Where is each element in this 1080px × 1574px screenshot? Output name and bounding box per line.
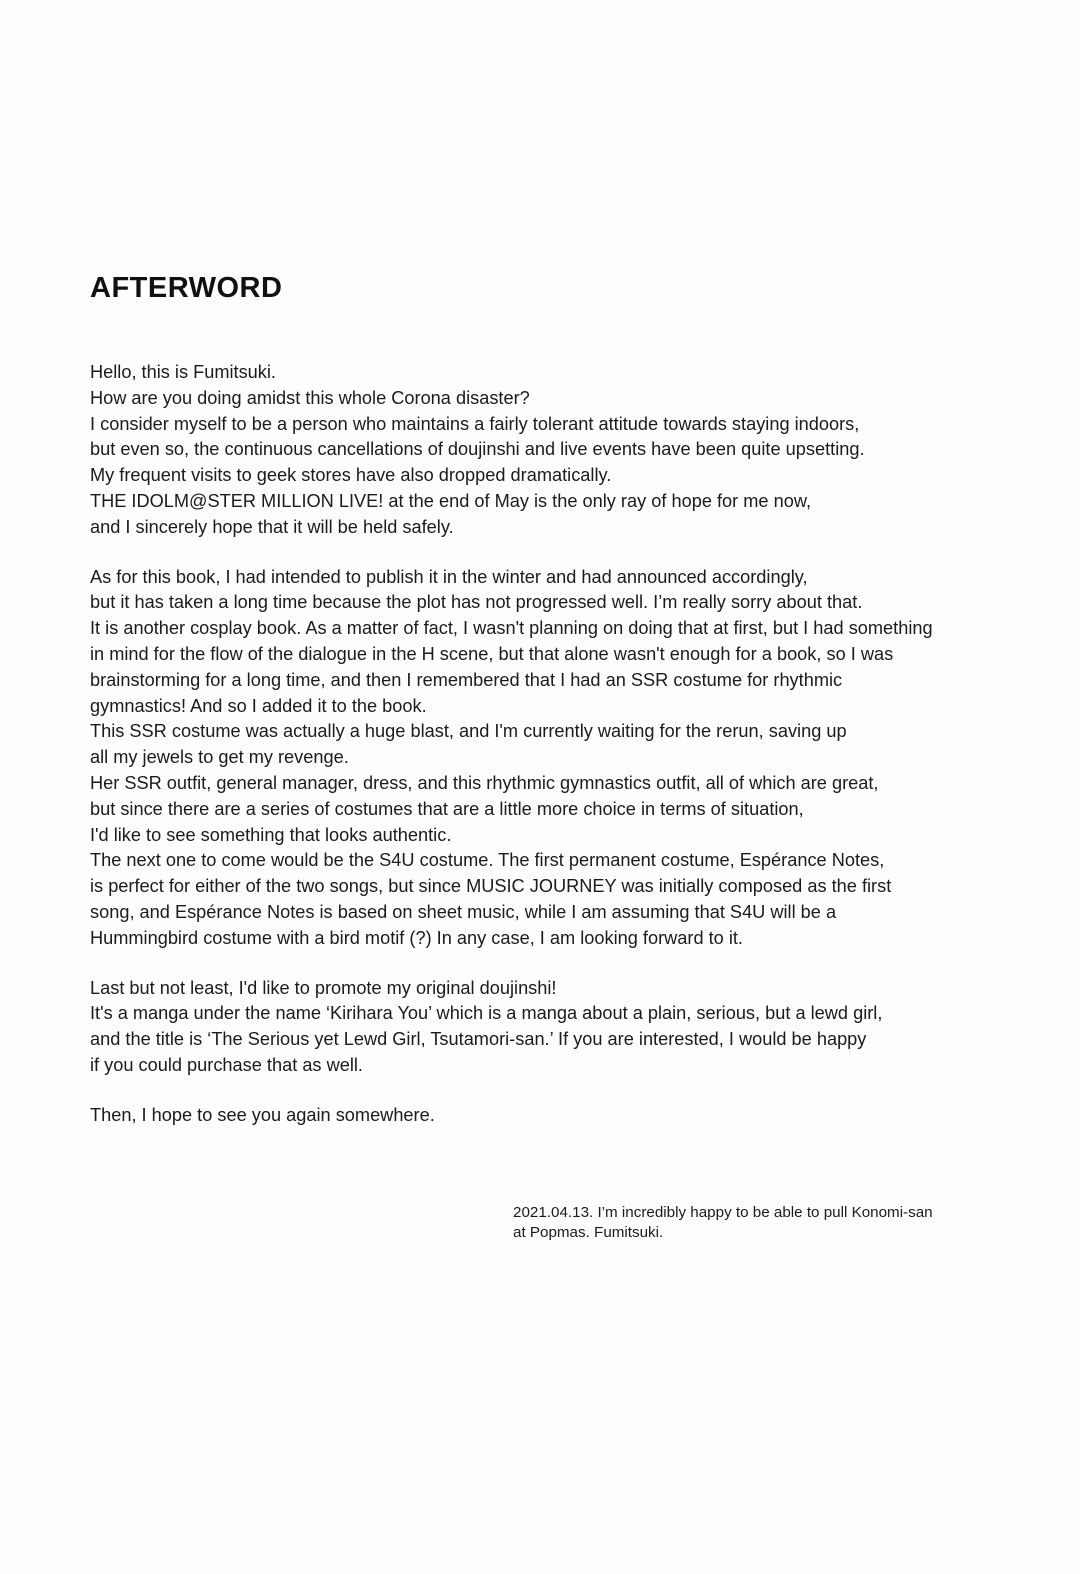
- paragraph-intro: [90, 360, 1035, 541]
- text-line: Her SSR outfit, general manager, dress, and this rhythmic gymnastics outfit, all of which are great,: [90, 772, 879, 793]
- text-line: I consider myself to be a person who maintains a fairly tolerant attitude towards staying indoors,: [90, 413, 860, 434]
- text-line: gymnastics! And so I added it to the book.: [90, 695, 427, 716]
- text-line: if you could purchase that as well.: [90, 1054, 363, 1075]
- text-line: As for this book, I had intended to publish it in the winter and had announced accordingly,: [90, 566, 808, 587]
- text-line: in mind for the flow of the dialogue in the H scene, but that alone wasn't enough for a book, so I was: [90, 643, 894, 664]
- text-line: and I sincerely hope that it will be held safely.: [90, 516, 454, 537]
- paragraph-about-book: [90, 565, 1035, 952]
- text-line: and the title is ‘The Serious yet Lewd Girl, Tsutamori-san.’ If you are interested, I would be happy: [90, 1029, 867, 1050]
- text-line: is perfect for either of the two songs, but since MUSIC JOURNEY was initially composed as the first: [90, 876, 892, 897]
- page-title: AFTERWORD: [90, 272, 283, 305]
- text-line: but since there are a series of costumes that are a little more choice in terms of situation,: [90, 798, 804, 819]
- text-line: but even so, the continuous cancellations of doujinshi and live events have been quite upsetting.: [90, 439, 865, 460]
- text-line: Hello, this is Fumitsuki.: [90, 362, 276, 382]
- text-line: all my jewels to get my revenge.: [90, 747, 349, 768]
- signature-line-author: at Popmas. Fumitsuki.: [513, 1224, 664, 1241]
- text-line: My frequent visits to geek stores have also dropped dramatically.: [90, 465, 612, 486]
- text-line: brainstorming for a long time, and then I remembered that I had an SSR costume for rhythmic: [90, 669, 843, 690]
- paragraph-closing: [90, 1103, 1035, 1129]
- text-line: This SSR costume was actually a huge blast, and I'm currently waiting for the rerun, saving up: [90, 721, 847, 742]
- signature-block: [513, 1203, 1013, 1243]
- text-line: It's a manga under the name ‘Kirihara You’ which is a manga about a plain, serious, but a lewd girl,: [90, 1003, 883, 1024]
- text-line: The next one to come would be the S4U costume. The first permanent costume, Espérance Notes,: [90, 850, 885, 871]
- text-line: but it has taken a long time because the plot has not progressed well. I’m really sorry about that.: [90, 592, 863, 613]
- text-line: song, and Espérance Notes is based on sheet music, while I am assuming that S4U will be a: [90, 901, 837, 922]
- text-line: THE IDOLM@STER MILLION LIVE! at the end of May is the only ray of hope for me now,: [90, 490, 811, 511]
- paragraph-promotion: [90, 976, 1035, 1079]
- text-line: Then, I hope to see you again somewhere.: [90, 1104, 435, 1125]
- afterword-body: [90, 360, 1035, 1129]
- text-line: How are you doing amidst this whole Corona disaster?: [90, 387, 530, 408]
- signature-line-date: 2021.04.13. I’m incredibly happy to be able to pull Konomi-san: [513, 1204, 933, 1221]
- text-line: Last but not least, I'd like to promote my original doujinshi!: [90, 977, 557, 998]
- text-line: I'd like to see something that looks authentic.: [90, 824, 452, 845]
- text-line: It is another cosplay book. As a matter of fact, I wasn't planning on doing that at first, but I had something: [90, 618, 933, 639]
- text-line: Hummingbird costume with a bird motif (?) In any case, I am looking forward to it.: [90, 927, 743, 948]
